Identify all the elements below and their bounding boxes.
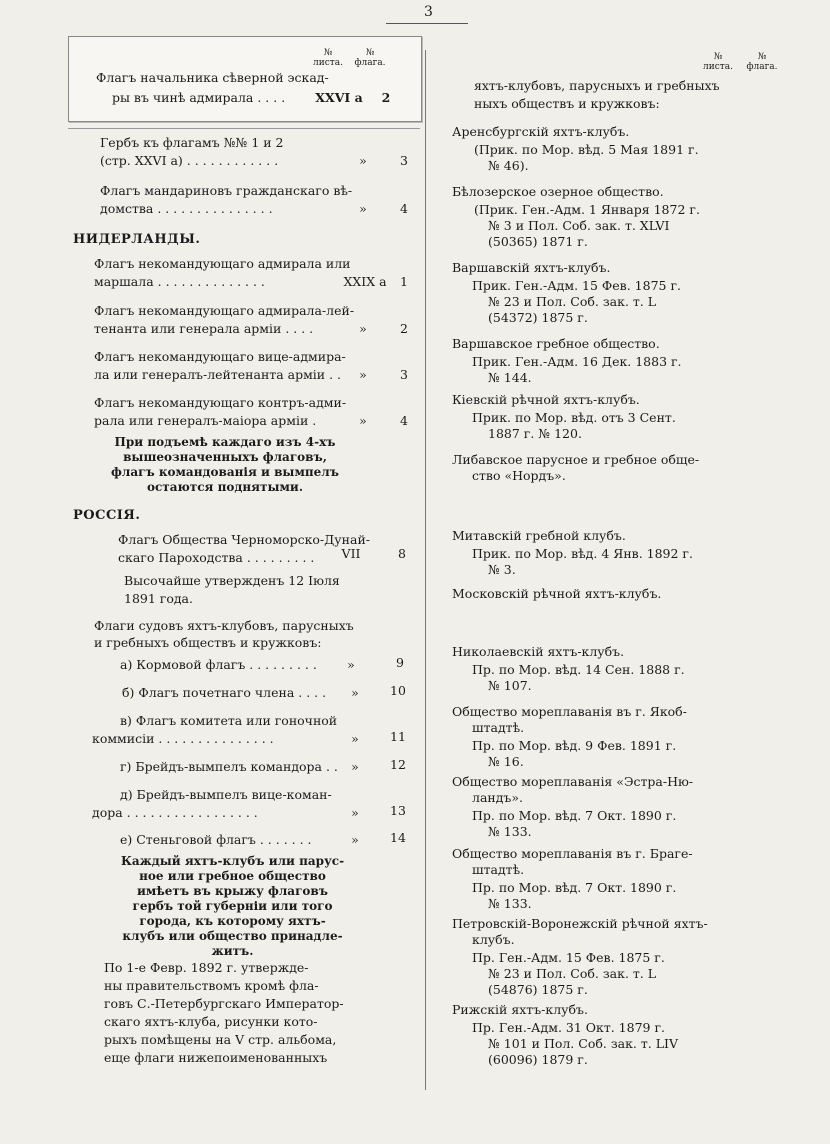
- header-flag-right: № флага.: [746, 52, 778, 72]
- header-sheet-left: № листа.: [313, 48, 343, 68]
- header-flag-left: № флага.: [354, 48, 386, 68]
- top-rule: [386, 23, 468, 24]
- page-number: 3: [424, 4, 433, 20]
- header-sheet-right: № листа.: [703, 52, 733, 72]
- section-netherlands: НИДЕРЛАНДЫ.: [73, 232, 201, 247]
- column-divider: [425, 50, 426, 1090]
- section-russia: РОССІЯ.: [73, 508, 141, 523]
- slip-bottom-rule: [68, 128, 420, 129]
